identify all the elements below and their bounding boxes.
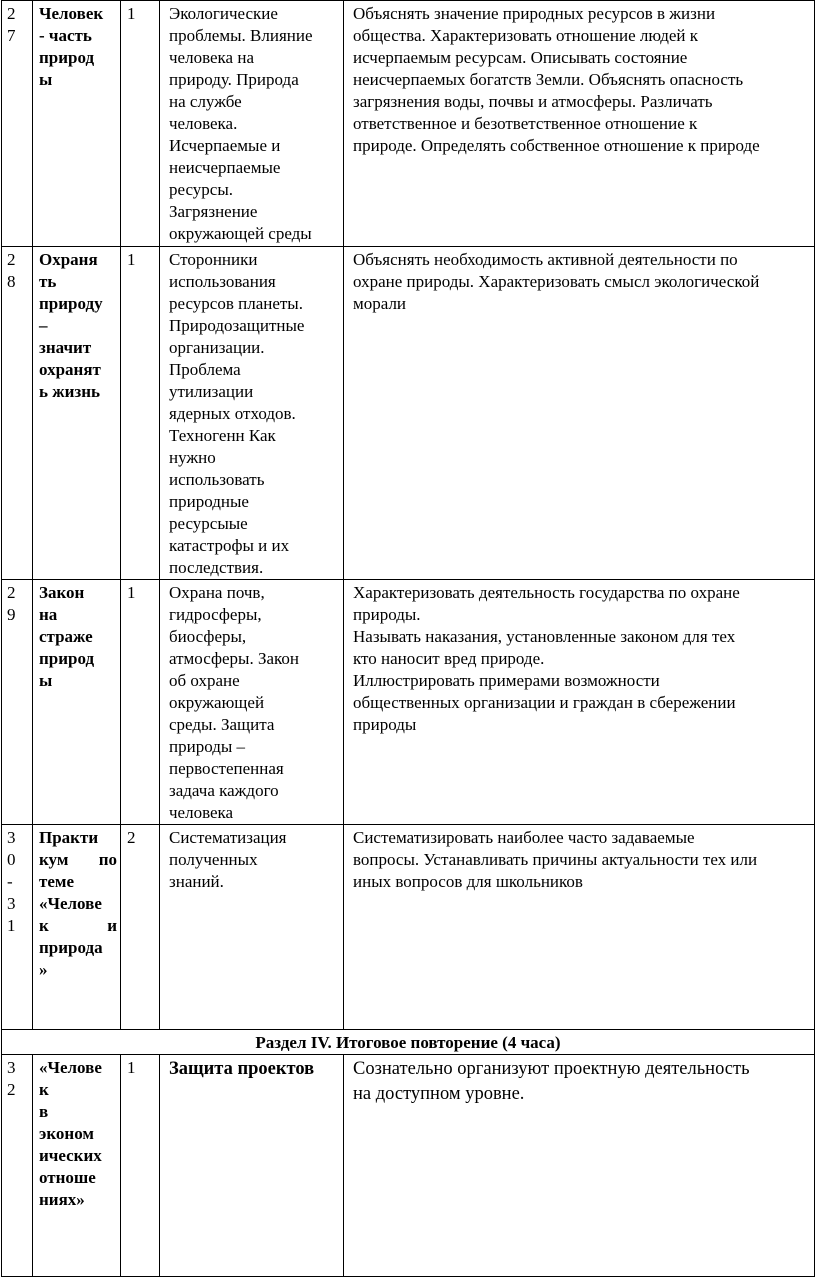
lesson-topic-line: значит — [39, 338, 92, 357]
lesson-content-line: Систематизация — [169, 828, 287, 847]
activity-description-line: Систематизировать наиболее часто задаваемые — [353, 828, 695, 847]
lesson-content-line: Исчерпаемые и — [169, 136, 281, 155]
lesson-number — [2, 1, 33, 247]
lesson-topic-line: природ — [39, 48, 95, 67]
lesson-content-line: природные — [169, 492, 249, 511]
lesson-topic-line: Человек — [39, 4, 104, 23]
activity-description-line: исчерпаемым ресурсам. Описывать состояние — [353, 48, 688, 67]
lesson-content-line: человека на — [169, 48, 254, 67]
lesson-number-line: 2 — [7, 1080, 16, 1099]
lesson-topic-line: Охраня — [39, 250, 98, 269]
lesson-topic-line: в — [39, 1102, 49, 1121]
lesson-topic-line: природа — [39, 938, 103, 957]
lesson-content — [160, 247, 344, 580]
lesson-topic-line: к и — [39, 916, 117, 935]
lesson-topic-line: теме — [39, 872, 75, 891]
lesson-topic-line: ь жизнь — [39, 382, 100, 401]
lesson-content-line: об охране — [169, 671, 240, 690]
lesson-content-line: Экологические — [169, 4, 278, 23]
lesson-hours: 1 — [121, 1, 160, 247]
lesson-content-line: Охрана почв, — [169, 583, 265, 602]
lesson-content-line: утилизации — [169, 382, 254, 401]
lesson-content-line: окружающей — [169, 693, 265, 712]
lesson-number-line: 2 — [7, 4, 16, 23]
lesson-content-line: ресурсов планеты. — [169, 294, 303, 313]
lesson-topic — [33, 825, 121, 1030]
lesson-hours: 2 — [121, 825, 160, 1030]
lesson-content-line: последствия. — [169, 558, 264, 577]
activity-description-line: вопросы. Устанавливать причины актуальности тех или — [353, 850, 758, 869]
lesson-content-line: гидросферы, — [169, 605, 262, 624]
activity-description-line: Сознательно организуют проектную деятельность — [353, 1059, 750, 1079]
lesson-content-line: ядерных отходов. — [169, 404, 296, 423]
lesson-topic — [33, 247, 121, 580]
activity-description-line: охране природы. Характеризовать смысл экологической — [353, 272, 760, 291]
activity-description-line: ответственное и безответственное отношение к — [353, 114, 698, 133]
lesson-topic-line: кум по — [39, 850, 117, 869]
lesson-content: Защита проектов — [160, 1055, 344, 1277]
activity-description — [344, 825, 815, 1030]
table-row — [2, 1055, 815, 1277]
lesson-topic-line: природу — [39, 294, 103, 313]
lesson-topic-line: – — [39, 316, 48, 335]
lesson-number-line: 2 — [7, 250, 16, 269]
activity-description — [344, 1, 815, 247]
lesson-content-line: Сторонники — [169, 250, 258, 269]
lesson-topic-line: ть — [39, 272, 57, 291]
lesson-content-line: ресурсы. — [169, 180, 234, 199]
lesson-topic-line: «Челове — [39, 1058, 102, 1077]
lesson-content-line: среды. Защита — [169, 715, 275, 734]
lesson-content-line: природы – — [169, 737, 246, 756]
lesson-content-line: человека — [169, 803, 234, 822]
lesson-content-line: первостепенная — [169, 759, 284, 778]
lesson-number-line: 3 — [7, 828, 16, 847]
lesson-topic-line: Закон — [39, 583, 85, 602]
lesson-number-line: 0 — [7, 850, 16, 869]
activity-description-line: Объяснять необходимость активной деятельности по — [353, 250, 738, 269]
lesson-number — [2, 1055, 33, 1277]
activity-description-line: природы. — [353, 605, 421, 624]
activity-description-line: Объяснять значение природных ресурсов в жизни — [353, 4, 716, 23]
table-row — [2, 825, 815, 1030]
activity-description-line: Называть наказания, установленные законом для тех — [353, 627, 736, 646]
lesson-content-line: полученных — [169, 850, 258, 869]
lesson-content-line: задача каждого — [169, 781, 279, 800]
lesson-content-line: Техногенн Как — [169, 426, 276, 445]
lesson-hours: 1 — [121, 1055, 160, 1277]
table-row — [2, 580, 815, 825]
activity-description-line: кто наносит вред природе. — [353, 649, 545, 668]
section-title: Раздел IV. Итоговое повторение (4 часа) — [2, 1030, 815, 1055]
lesson-topic-line: страже — [39, 627, 93, 646]
activity-description-line: на доступном уровне. — [353, 1084, 525, 1104]
lesson-hours: 1 — [121, 580, 160, 825]
lesson-number-line: 3 — [7, 1058, 16, 1077]
lesson-content-line: Проблема — [169, 360, 241, 379]
lesson-number-line: 8 — [7, 272, 16, 291]
lesson-number-line: 1 — [7, 916, 16, 935]
lesson-content — [160, 580, 344, 825]
lesson-topic — [33, 580, 121, 825]
lesson-content-line: биосферы, — [169, 627, 247, 646]
lesson-number — [2, 825, 33, 1030]
lesson-number — [2, 247, 33, 580]
lesson-topic-line: охранят — [39, 360, 101, 379]
curriculum-table — [1, 0, 815, 1277]
lesson-content-line: организации. — [169, 338, 265, 357]
lesson-content-line: ресурсыые — [169, 514, 248, 533]
lesson-content-line: человека. — [169, 114, 238, 133]
activity-description-line: общественных организации и граждан в сбережении — [353, 693, 736, 712]
lesson-content-line: Загрязнение — [169, 202, 258, 221]
lesson-topic-line: отноше — [39, 1168, 96, 1187]
activity-description-line: Характеризовать деятельность государства по охране — [353, 583, 740, 602]
lesson-number-line: 2 — [7, 583, 16, 602]
lesson-content-line: окружающей среды — [169, 224, 312, 243]
lesson-topic-line: ических — [39, 1146, 102, 1165]
table-row — [2, 247, 815, 580]
lesson-content-line: Природозащитные — [169, 316, 305, 335]
lesson-content-line: катастрофы и их — [169, 536, 290, 555]
lesson-topic-line: природ — [39, 649, 95, 668]
lesson-topic — [33, 1, 121, 247]
lesson-content — [160, 825, 344, 1030]
lesson-content-line: неисчерпаемые — [169, 158, 281, 177]
lesson-hours: 1 — [121, 247, 160, 580]
activity-description-line: неисчерпаемых богатств Земли. Объяснять опасность — [353, 70, 744, 89]
lesson-number-line: - — [7, 872, 13, 891]
section-row — [2, 1030, 815, 1055]
activity-description — [344, 580, 815, 825]
activity-description-line: иных вопросов для школьников — [353, 872, 583, 891]
lesson-topic-line: к — [39, 1080, 49, 1099]
lesson-topic — [33, 1055, 121, 1277]
lesson-number — [2, 580, 33, 825]
activity-description-line: природе. Определять собственное отношение к природе — [353, 136, 760, 155]
activity-description-line: морали — [353, 294, 407, 313]
activity-description-line: общества. Характеризовать отношение людей к — [353, 26, 699, 45]
activity-description — [344, 247, 815, 580]
lesson-number-line: 9 — [7, 605, 16, 624]
activity-description-line: природы — [353, 715, 417, 734]
lesson-content-line: проблемы. Влияние — [169, 26, 313, 45]
activity-description-line: загрязнения воды, почвы и атмосферы. Различать — [353, 92, 713, 111]
lesson-content-line: использовать — [169, 470, 265, 489]
activity-description-line: Иллюстрировать примерами возможности — [353, 671, 660, 690]
lesson-content-line: знаний. — [169, 872, 224, 891]
lesson-topic-line: Практи — [39, 828, 99, 847]
lesson-content-line: нужно — [169, 448, 216, 467]
lesson-topic-line: » — [39, 960, 48, 979]
table-row — [2, 1, 815, 247]
lesson-content-line: на службе — [169, 92, 242, 111]
lesson-topic-line: ы — [39, 70, 53, 89]
lesson-topic-line: ниях» — [39, 1190, 85, 1209]
lesson-content — [160, 1, 344, 247]
lesson-number-line: 3 — [7, 894, 16, 913]
lesson-topic-line: ы — [39, 671, 53, 690]
lesson-topic-line: «Челове — [39, 894, 102, 913]
lesson-number-line: 7 — [7, 26, 16, 45]
lesson-content-line: использования — [169, 272, 276, 291]
activity-description — [344, 1055, 815, 1277]
lesson-content-line: природу. Природа — [169, 70, 299, 89]
lesson-topic-line: эконом — [39, 1124, 94, 1143]
lesson-topic-line: - часть — [39, 26, 92, 45]
lesson-content-line: атмосферы. Закон — [169, 649, 300, 668]
lesson-topic-line: на — [39, 605, 58, 624]
